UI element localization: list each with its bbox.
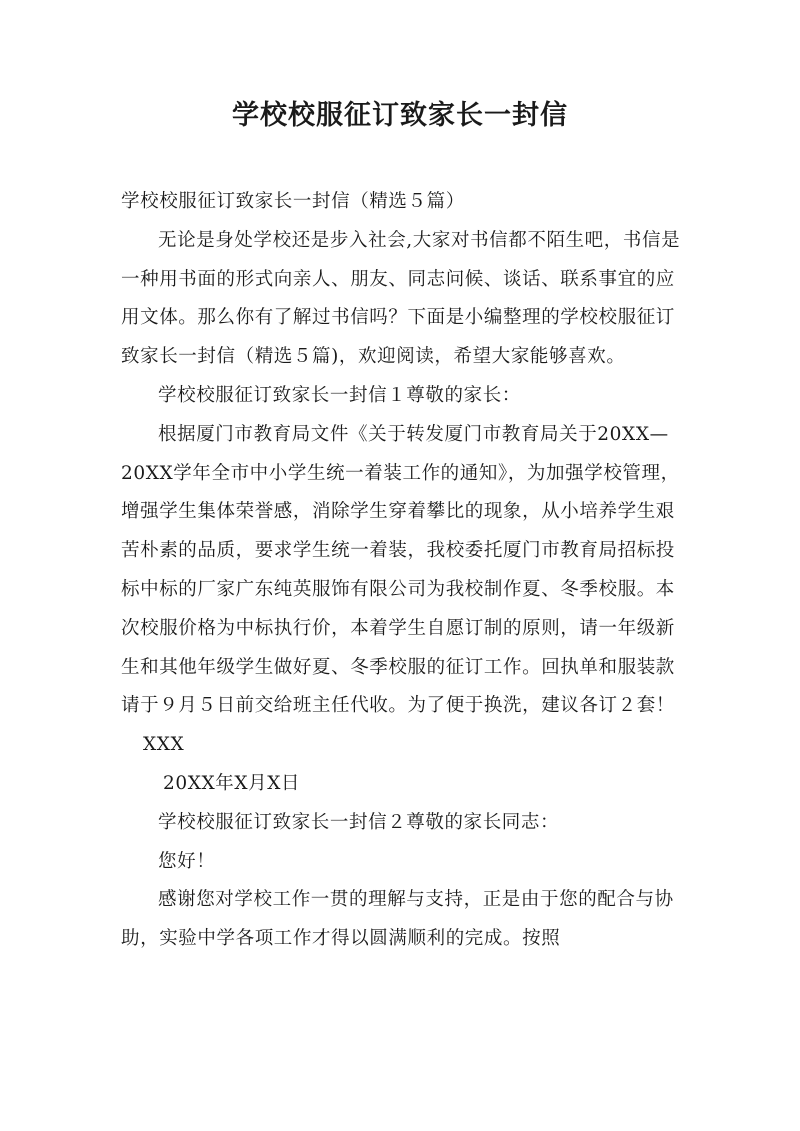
document-title: 学校校服征订致家长一封信	[232, 100, 568, 131]
letter-1-heading: 学校校服征订致家长一封信１尊敬的家长：	[158, 384, 521, 406]
subtitle-paragraph: 学校校服征订致家长一封信（精选５篇）	[121, 191, 465, 212]
document-body	[121, 183, 691, 959]
letter-2-body: 感谢您对学校工作一贯的理解与支持，正是由于您的配合与协助，实验中学各项工作才得以圆满顺利的完成。按照	[121, 889, 674, 950]
letter-1-signature: XXX	[143, 734, 185, 756]
letter-2-greeting: 您好！	[158, 850, 216, 872]
letter-1-body: 根据厦门市教育局文件《关于转发厦门市教育局关于20XX—20XX学年全市中小学生统一着装工作的通知》，为加强学校管理，增强学生集体荣誉感，消除学生穿着攀比的现象，从小培养学生艰苦朴素的品质，要求学生统一着装，我校委托厦门市教育局招标投标中标的厂家广东纯英服饰有限公司为我校制作夏、冬季校服。本次校服价格为中标执行价，本着学生自愿订制的原则，请一年级新生和其他年级学生做好夏、冬季校服的征订工作。回执单和服装款请于９月５日前交给班主任代收。为了便于换洗，建议各订２套！	[121, 423, 680, 717]
letter-1-date: 20XX年X月X日	[163, 772, 301, 794]
intro-paragraph: 无论是身处学校还是步入社会,大家对书信都不陌生吧，书信是一种用书面的形式向亲人、朋友、同志问候、谈话、联系事宜的应用文体。那么你有了解过书信吗？下面是小编整理的学校校服征订致家长一封信（精选５篇)，欢迎阅读，希望大家能够喜欢。	[121, 229, 681, 368]
letter-2-heading: 学校校服征订致家长一封信２尊敬的家长同志：	[158, 811, 560, 833]
